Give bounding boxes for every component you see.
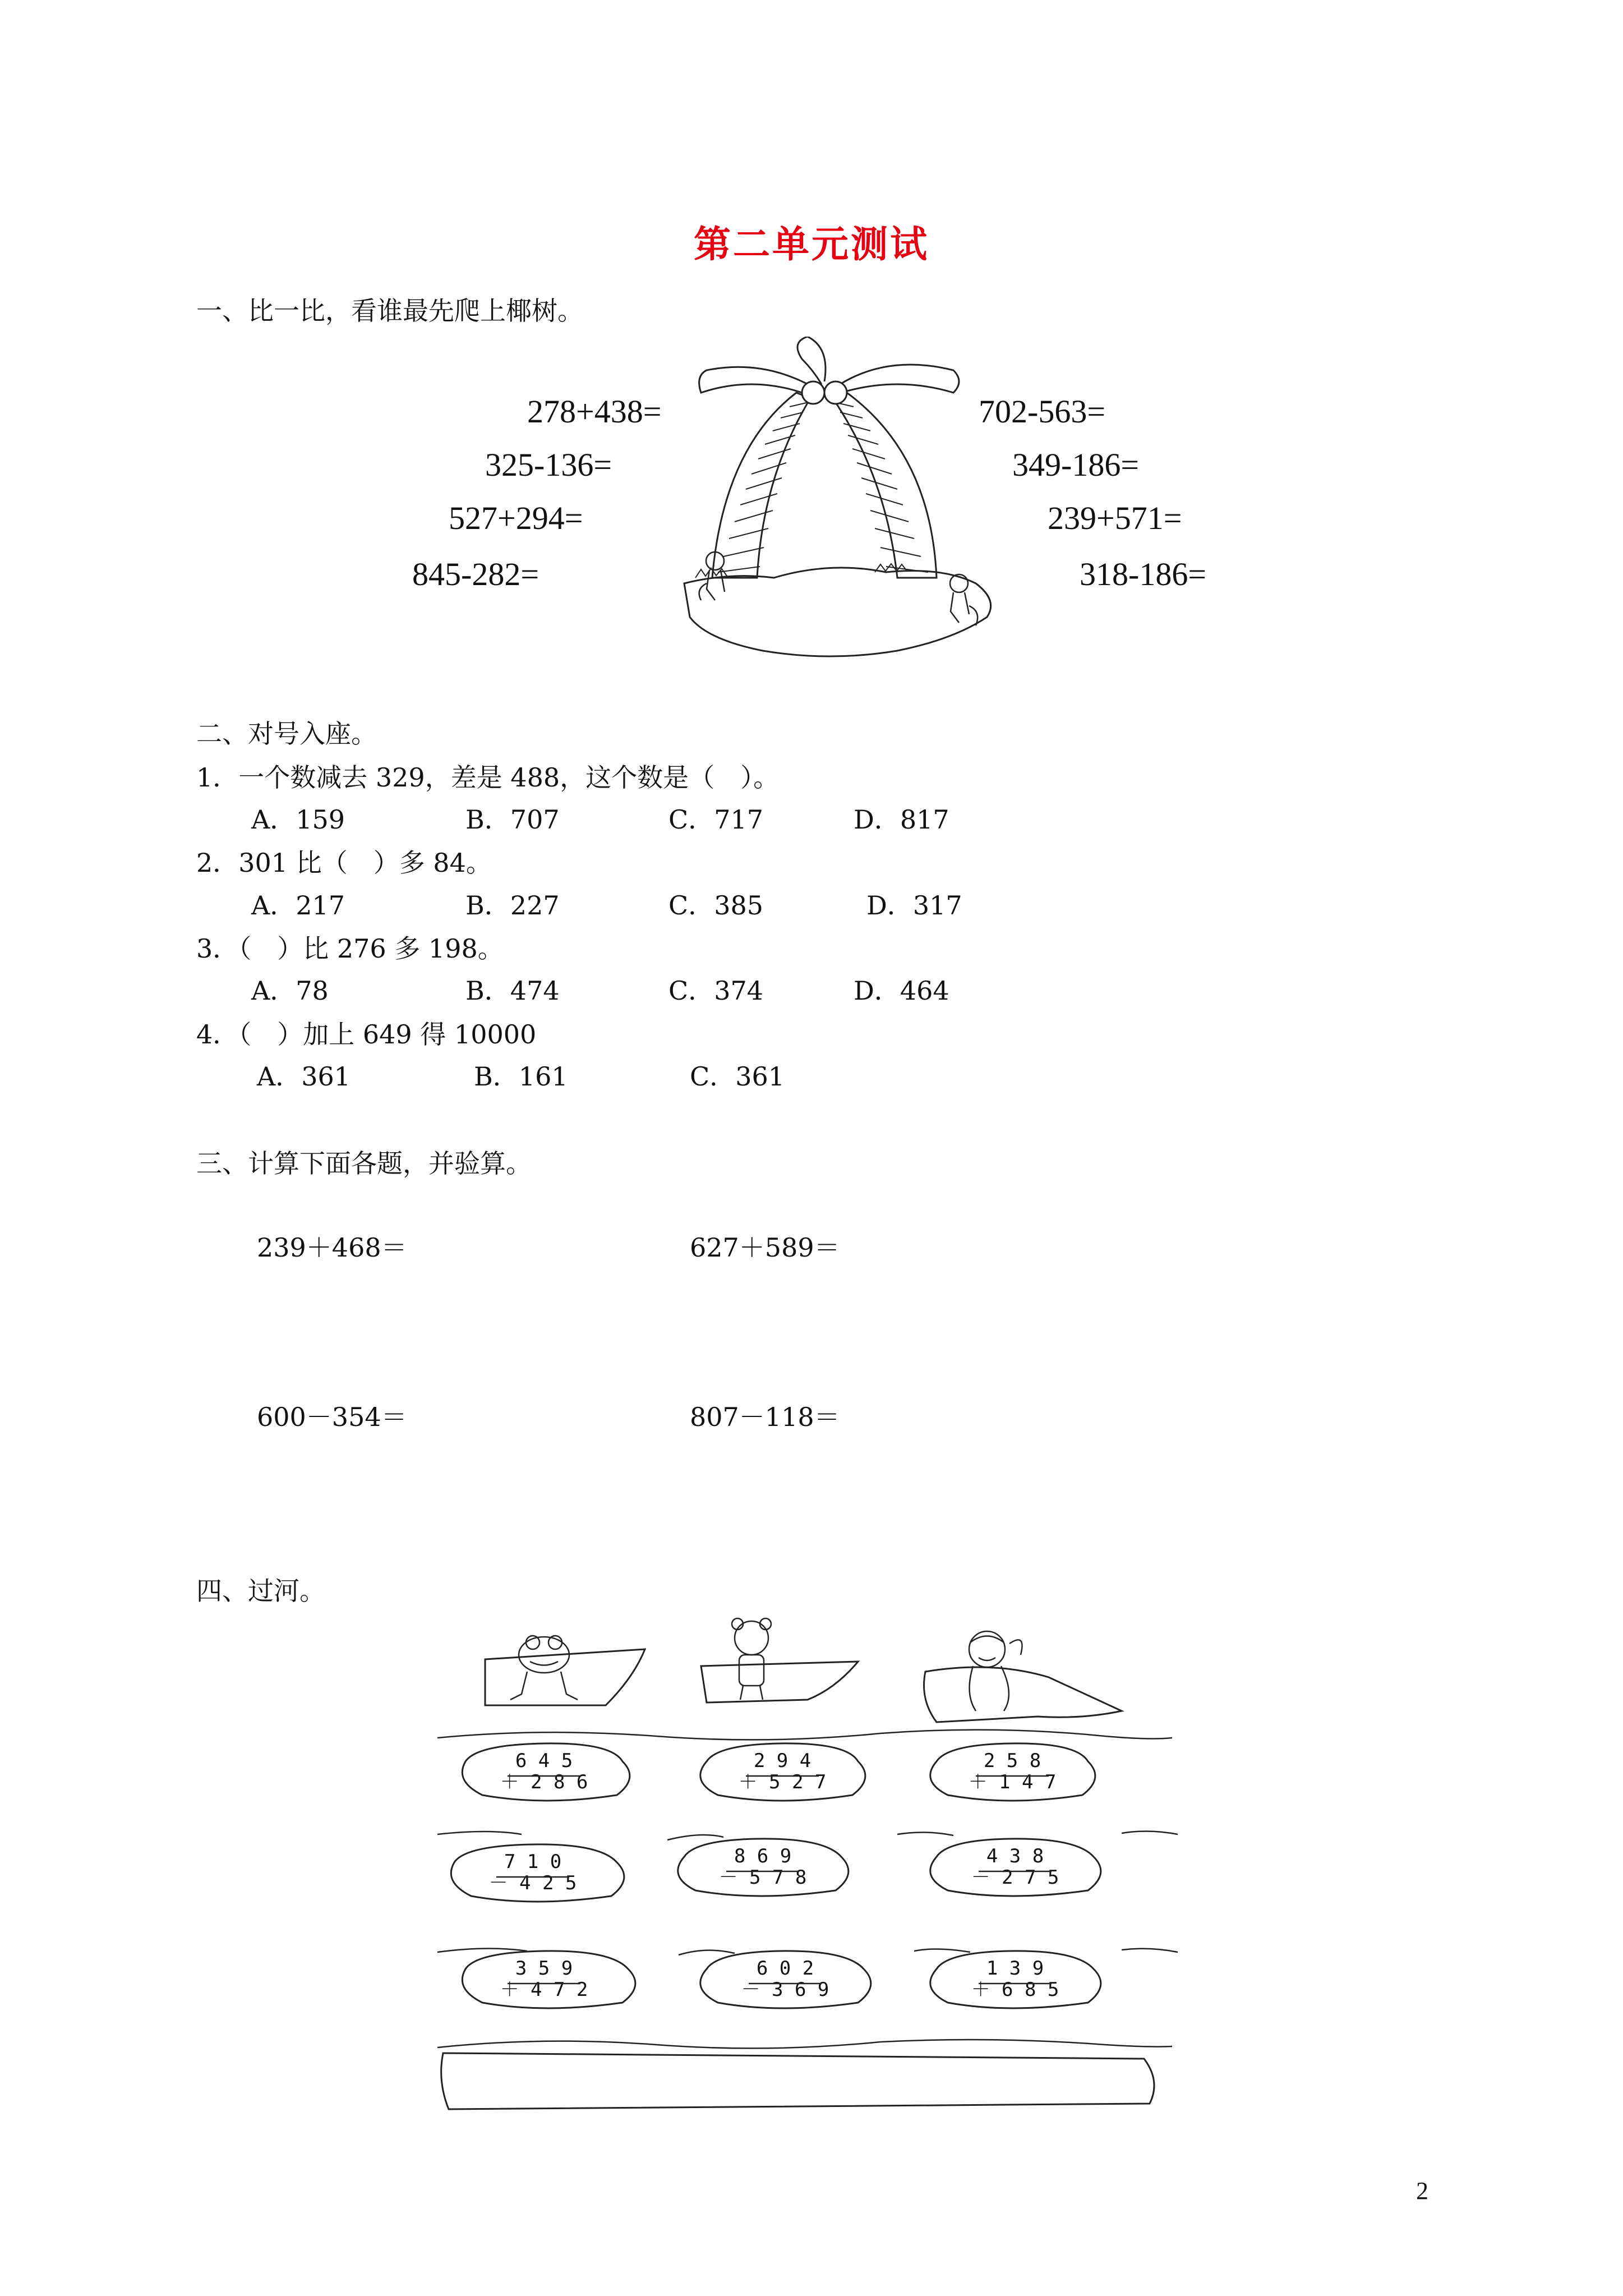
section2-heading: 二、对号入座。 — [196, 719, 377, 749]
question-4: 4．（ ）加上 649 得 10000 — [196, 1019, 537, 1050]
equation-right-1: 702-563= — [979, 393, 1106, 430]
question-3-option-c: C．374 — [668, 976, 763, 1006]
question-1-option-d: D．817 — [854, 804, 949, 835]
question-1: 1．一个数减去 329，差是 488，这个数是（ ）。 — [196, 762, 780, 793]
question-2-option-a: A．217 — [251, 890, 345, 921]
stone-9-bottom: ＋ 6 8 5 — [971, 1978, 1059, 2001]
stone-8-top: 6 0 2 — [756, 1957, 814, 1980]
question-1-option-b: B．707 — [465, 804, 560, 835]
river-crossing-illustration — [432, 1610, 1195, 2115]
question-1-option-c: C．717 — [668, 804, 763, 835]
section3-heading: 三、计算下面各题，并验算。 — [196, 1148, 532, 1179]
question-3-option-d: D．464 — [854, 976, 949, 1006]
question-4-option-a: A．361 — [257, 1061, 351, 1092]
question-2-option-b: B．227 — [465, 890, 560, 921]
question-2-option-d: D．317 — [866, 890, 962, 921]
stone-6-bottom: － 2 7 5 — [971, 1866, 1059, 1889]
question-4-option-c: C．361 — [690, 1061, 785, 1092]
question-1-option-a: A．159 — [251, 804, 345, 835]
section4-heading: 四、过河。 — [196, 1576, 325, 1606]
section1-heading: 一、比一比，看谁最先爬上椰树。 — [196, 296, 583, 326]
stone-7-top: 3 5 9 — [515, 1957, 573, 1980]
question-3-option-a: A．78 — [251, 976, 329, 1006]
calc-problem-2: 627＋589＝ — [690, 1232, 840, 1263]
stone-3-top: 2 5 8 — [983, 1750, 1041, 1772]
equation-left-1: 278+438= — [527, 393, 662, 430]
equation-right-3: 239+571= — [1048, 500, 1182, 536]
equation-left-4: 845-282= — [412, 556, 540, 592]
equation-right-2: 349-186= — [1012, 447, 1140, 483]
stone-6-top: 4 3 8 — [986, 1845, 1044, 1867]
stone-1-top: 6 4 5 — [515, 1750, 573, 1772]
question-3: 3．（ ）比 276 多 198。 — [196, 933, 504, 964]
palm-tree-illustration — [662, 337, 1009, 662]
calc-problem-1: 239＋468＝ — [257, 1232, 407, 1263]
stone-2-bottom: ＋ 5 2 7 — [738, 1771, 827, 1793]
equation-left-2: 325-136= — [485, 447, 612, 483]
monkey-icon — [969, 1631, 1022, 1711]
equation-right-4: 318-186= — [1080, 556, 1207, 592]
stone-9-top: 1 3 9 — [986, 1957, 1044, 1980]
equation-left-3: 527+294= — [449, 500, 583, 536]
stone-3-bottom: ＋ 1 4 7 — [968, 1771, 1057, 1793]
bear-icon — [732, 1618, 771, 1700]
page-title: 第二单元测试 — [694, 222, 929, 266]
question-2-option-c: C．385 — [668, 890, 763, 921]
stone-5-bottom: － 5 7 8 — [718, 1866, 807, 1889]
frog-icon — [510, 1636, 578, 1700]
page-number: 2 — [1416, 2177, 1428, 2205]
question-3-option-b: B．474 — [465, 976, 560, 1006]
stone-1-bottom: ＋ 2 8 6 — [500, 1771, 588, 1793]
question-2: 2．301 比（ ）多 84。 — [196, 848, 492, 878]
calc-problem-3: 600－354＝ — [257, 1402, 407, 1432]
stone-5-top: 8 6 9 — [734, 1845, 792, 1867]
stone-8-bottom: － 3 6 9 — [741, 1978, 829, 2001]
calc-problem-4: 807－118＝ — [690, 1402, 840, 1432]
stone-4-top: 7 1 0 — [504, 1851, 562, 1873]
stone-2-top: 2 9 4 — [753, 1750, 811, 1772]
question-4-option-b: B．161 — [474, 1061, 568, 1092]
stone-7-bottom: ＋ 4 7 2 — [500, 1978, 588, 2001]
stone-4-bottom: － 4 2 5 — [488, 1872, 577, 1894]
